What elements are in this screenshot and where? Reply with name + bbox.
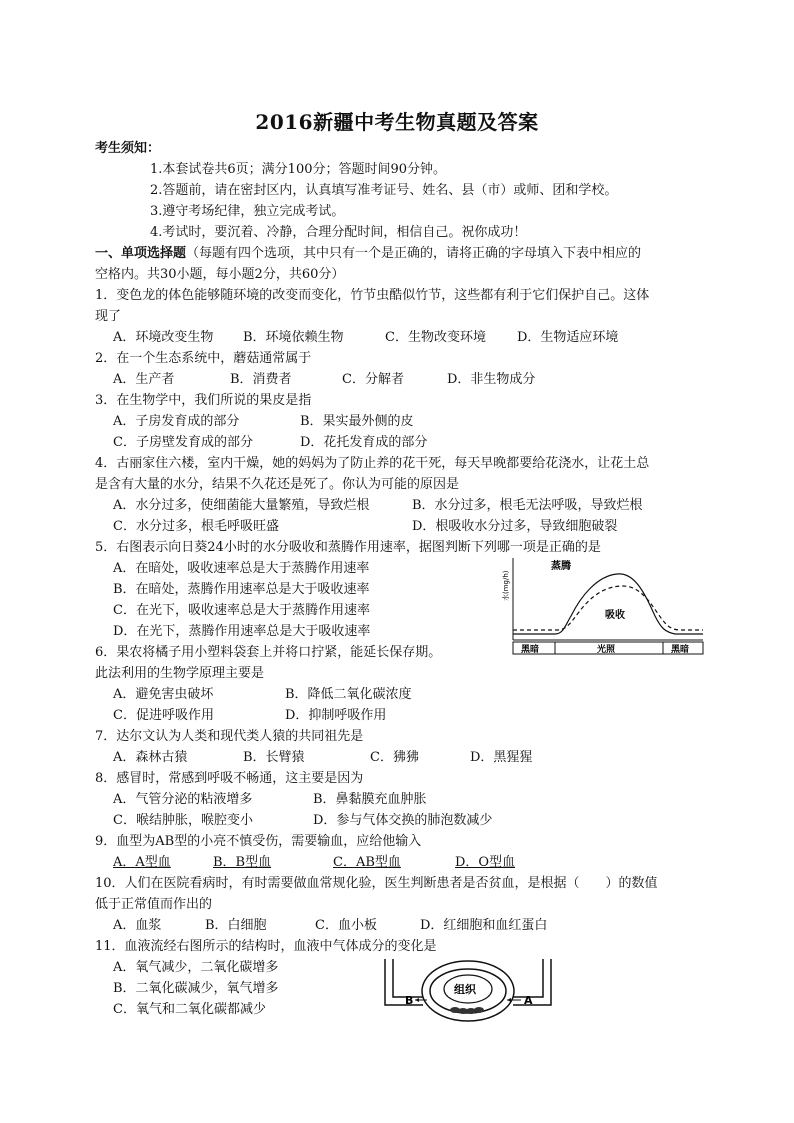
- absorption-curve: [513, 586, 703, 630]
- option-b: B．白细胞: [205, 918, 267, 933]
- question-stem: 11．血液流经右图所示的结构时，血液中气体成分的变化是: [95, 939, 437, 954]
- question-stem: 2．在一个生态系统中，蘑菇通常属于: [95, 351, 312, 366]
- transpiration-label: 蒸腾: [551, 561, 571, 572]
- segment-light: 光照: [597, 645, 616, 655]
- blood-cell: [474, 1007, 484, 1013]
- question-stem: 9．血型为AB型的小亮不慎受伤，需要输血，应给他输入: [95, 834, 422, 849]
- option-c: C．氧气和二氧化碳都减少: [113, 1002, 266, 1017]
- option-c: C．生物改变环境: [385, 330, 486, 345]
- notice-heading: 考生须知：: [95, 141, 161, 156]
- option-b: B．水分过多，根毛无法呼吸，导致烂根: [412, 498, 643, 513]
- section-desc: （每题有四个选项，其中只有一个是正确的，请将正确的字母填入下表中相应的: [186, 246, 642, 261]
- option-b: B．在暗处，蒸腾作用速率总是大于吸收速率: [113, 582, 370, 597]
- option-d: D．红细胞和血红蛋白: [420, 918, 548, 933]
- option-c: C．促进呼吸作用: [113, 708, 214, 723]
- option-a: A．避免害虫破坏: [113, 687, 214, 702]
- vessel-wall: [393, 959, 423, 997]
- arrow-right-head: [507, 998, 511, 1002]
- question-stem: 8．感冒时，常感到呼吸不畅通，这主要是因为: [95, 771, 364, 786]
- y-axis-label: 水(mg/h): [502, 570, 510, 601]
- option-c: C．水分过多，根毛呼吸旺盛: [113, 519, 279, 534]
- option-b: B．二氧化碳减少，氧气增多: [113, 981, 279, 996]
- option-b: B．长臂猿: [243, 750, 305, 765]
- option-a: A．环境改变生物: [113, 330, 214, 345]
- option-b: B．果实最外侧的皮: [300, 414, 414, 429]
- option-c: C．血小板: [315, 918, 377, 933]
- question-stem: 是含有大量的水分，结果不久花还是死了。你认为可能的原因是: [95, 477, 460, 492]
- label-b: B: [405, 994, 414, 1007]
- option-c: C．AB型血: [333, 855, 401, 870]
- question-stem: 低于正常值而作出的: [95, 897, 213, 912]
- option-b: B．降低二氧化碳浓度: [285, 687, 412, 702]
- question-stem: 5．右图表示向日葵24小时的水分吸收和蒸腾作用速率，据图判断下列哪一项是正确的是: [95, 540, 601, 555]
- option-b: B．B型血: [213, 855, 272, 870]
- option-a: A．气管分泌的粘液增多: [113, 792, 253, 807]
- option-c: C．狒狒: [370, 750, 419, 765]
- transpiration-curve: [513, 574, 703, 634]
- vessel-wall: [513, 959, 543, 997]
- question-stem: 1．变色龙的体色能够随环境的改变而变化，竹节虫酷似竹节，这些都有利于它们保护自己。这体: [95, 288, 650, 303]
- option-a: A．氧气减少，二氧化碳增多: [113, 960, 279, 975]
- transpiration-absorption-graph: [502, 556, 705, 656]
- tissue-label: 组织: [454, 983, 476, 996]
- label-a: A: [524, 994, 533, 1007]
- option-d: D．花托发育成的部分: [300, 435, 428, 450]
- segment-dark: 黑暗: [671, 645, 690, 655]
- question-stem: 7．达尔文认为人类和现代类人猿的共同祖先是: [95, 729, 364, 744]
- question-stem: 6．果农将橘子用小塑料袋套上并将口拧紧，能延长保存期。: [95, 645, 442, 660]
- option-a: A．子房发育成的部分: [113, 414, 240, 429]
- option-a: A．在暗处，吸收速率总是大于蒸腾作用速率: [113, 561, 370, 576]
- notice-item: 1.本套试卷共6页；满分100分；答题时间90分钟。: [150, 162, 447, 177]
- question-stem: 4．古丽家住六楼，室内干燥，她的妈妈为了防止养的花干死，每天早晚都要给花浇水，让花土总: [95, 456, 650, 471]
- option-b: B．消费者: [230, 372, 292, 387]
- option-c: C．喉结肿胀，喉腔变小: [113, 813, 253, 828]
- document-title: 2016新疆中考生物真题及答案: [255, 110, 539, 134]
- segment-dark: 黑暗: [521, 645, 540, 655]
- option-d: D．生物适应环境: [517, 330, 619, 345]
- arrow-left-head: [415, 998, 419, 1002]
- notice-item: 2.答题前，请在密封区内，认真填写准考证号、姓名、县（市）或师、团和学校。: [150, 183, 618, 198]
- option-c: C．在光下，吸收速率总是大于蒸腾作用速率: [113, 603, 370, 618]
- option-a: A．A型血: [113, 855, 171, 870]
- option-d: D．非生物成分: [447, 372, 536, 387]
- capillary-tissue-diagram: [383, 955, 553, 1025]
- option-d: D．在光下，蒸腾作用速率总是大于吸收速率: [113, 624, 371, 639]
- option-d: D．O型血: [455, 855, 516, 870]
- option-a: A．血浆: [113, 918, 162, 933]
- question-stem: 10．人们在医院看病时，有时需要做血常规化验，医生判断患者是否贫血，是根据（ ）的数值: [95, 876, 658, 891]
- section-desc-line: 空格内。共30小题，每小题2分，共60分）: [95, 267, 345, 282]
- section-heading: [95, 245, 641, 262]
- option-d: D．根吸收水分过多，导致细胞破裂: [412, 519, 618, 534]
- question-stem: 现了: [95, 309, 122, 324]
- option-a: A．水分过多，使细菌能大量繁殖，导致烂根: [113, 498, 370, 513]
- option-a: A．生产者: [113, 372, 175, 387]
- section-title: 一、单项选择题: [95, 246, 187, 261]
- option-a: A．森林古猿: [113, 750, 188, 765]
- option-c: C．分解者: [342, 372, 404, 387]
- vessel-wall: [385, 959, 423, 1005]
- question-stem: 此法利用的生物学原理主要是: [95, 666, 265, 681]
- option-b: B．鼻黏膜充血肿胀: [313, 792, 427, 807]
- notice-item: 4.考试时，要沉着、冷静，合理分配时间，相信自己。祝你成功！: [150, 225, 527, 240]
- option-d: D．黑猩猩: [470, 750, 533, 765]
- option-c: C．子房壁发育成的部分: [113, 435, 253, 450]
- option-b: B．环境依赖生物: [243, 330, 344, 345]
- question-stem: 3．在生物学中，我们所说的果皮是指: [95, 393, 312, 408]
- absorption-label: 吸收: [605, 610, 625, 621]
- option-d: D．参与气体交换的肺泡数减少: [313, 813, 493, 828]
- notice-item: 3.遵守考场纪律，独立完成考试。: [150, 204, 345, 219]
- option-d: D．抑制呼吸作用: [285, 708, 387, 723]
